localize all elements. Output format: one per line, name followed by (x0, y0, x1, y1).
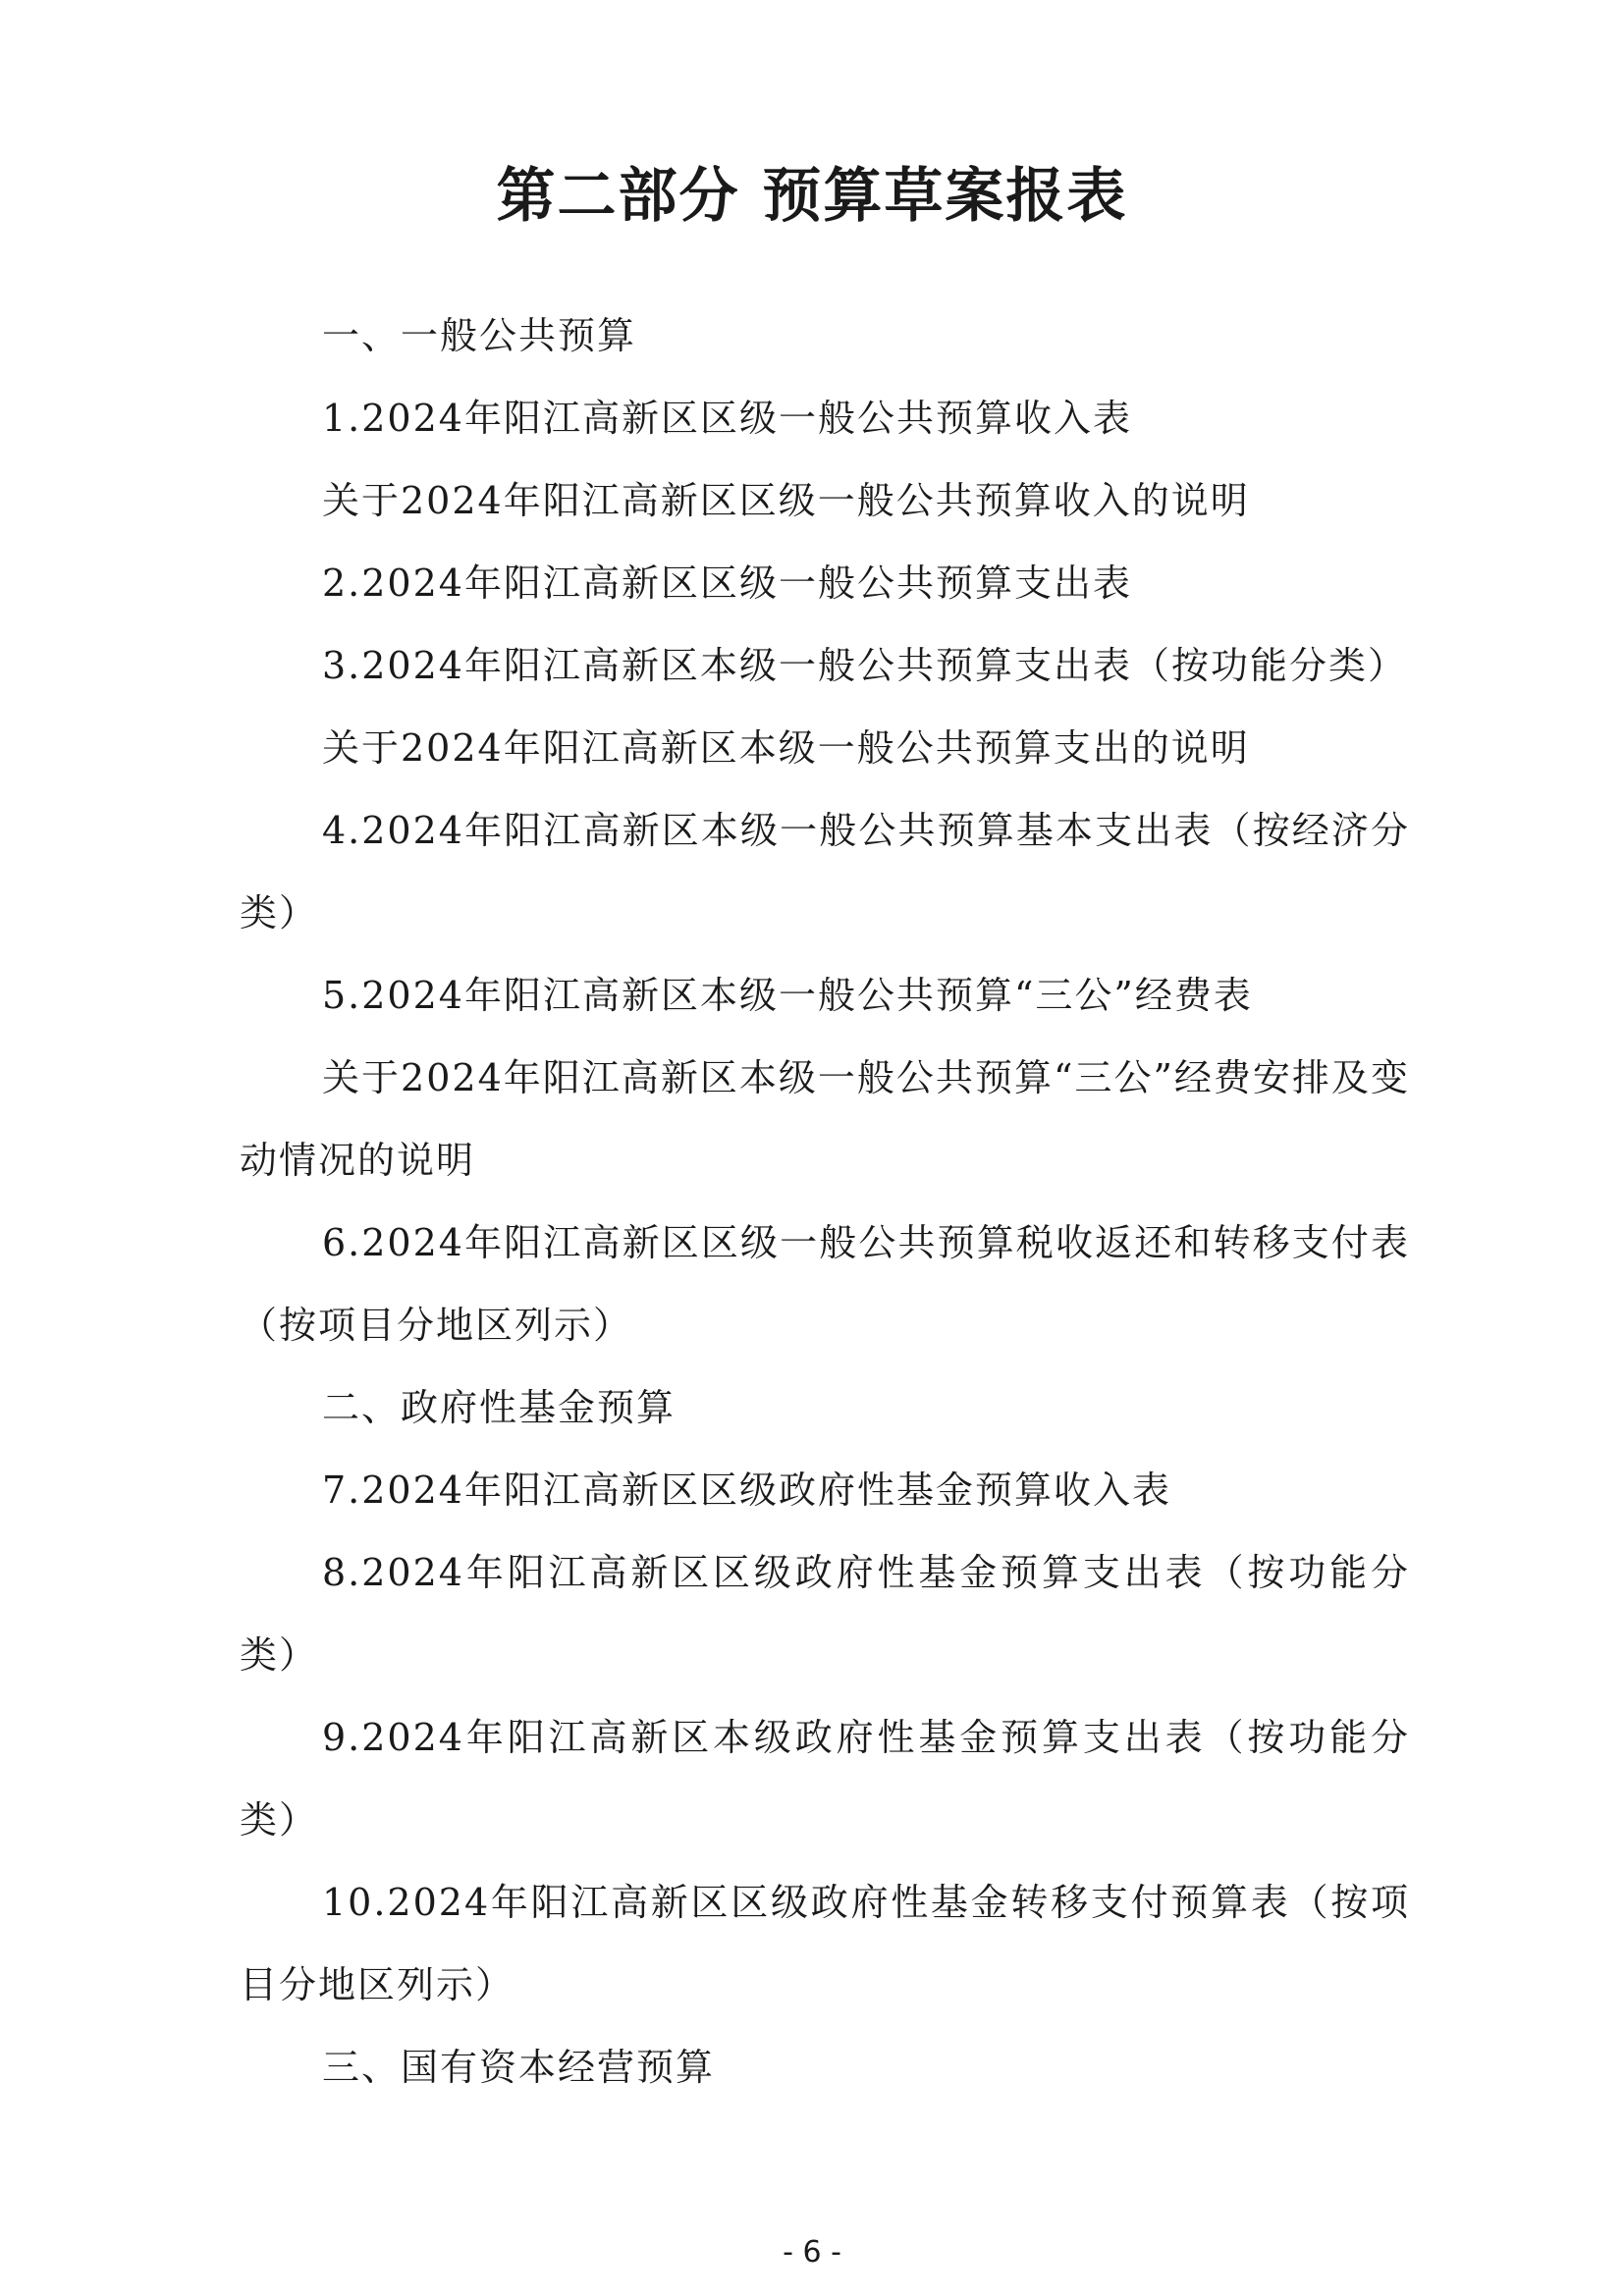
section-heading-state-capital: 三、国有资本经营预算 (322, 2046, 716, 2089)
list-item: 5.2024年阳江高新区本级一般公共预算“三公”经费表 (322, 974, 1253, 1017)
list-item: 关于2024年阳江高新区本级一般公共预算支出的说明 (322, 726, 1250, 770)
list-item: 3.2024年阳江高新区本级一般公共预算支出表（按功能分类） (322, 644, 1407, 687)
list-item: 2.2024年阳江高新区区级一般公共预算支出表 (322, 561, 1132, 605)
page-number: - 6 - (783, 2235, 841, 2269)
list-item: 10.2024年阳江高新区区级政府性基金转移支付预算表（按项目分地区列示） (240, 1881, 1410, 2006)
list-item: 7.2024年阳江高新区区级政府性基金预算收入表 (322, 1468, 1171, 1512)
list-item: 关于2024年阳江高新区区级一般公共预算收入的说明 (322, 479, 1250, 522)
list-item: 8.2024年阳江高新区区级政府性基金预算支出表（按功能分类） (240, 1551, 1410, 1677)
document-body (240, 294, 1410, 2109)
section-heading-general-budget: 一、一般公共预算 (322, 314, 637, 357)
list-item: 关于2024年阳江高新区本级一般公共预算“三公”经费安排及变动情况的说明 (240, 1056, 1410, 1182)
page-title: 第二部分 预算草案报表 (496, 162, 1128, 231)
list-item: 9.2024年阳江高新区本级政府性基金预算支出表（按功能分类） (240, 1716, 1410, 1842)
section-heading-government-fund: 二、政府性基金预算 (322, 1386, 677, 1429)
list-item: 6.2024年阳江高新区区级一般公共预算税收返还和转移支付表（按项目分地区列示） (240, 1221, 1410, 1347)
list-item: 1.2024年阳江高新区区级一般公共预算收入表 (322, 397, 1132, 440)
list-item: 4.2024年阳江高新区本级一般公共预算基本支出表（按经济分类） (240, 809, 1410, 934)
